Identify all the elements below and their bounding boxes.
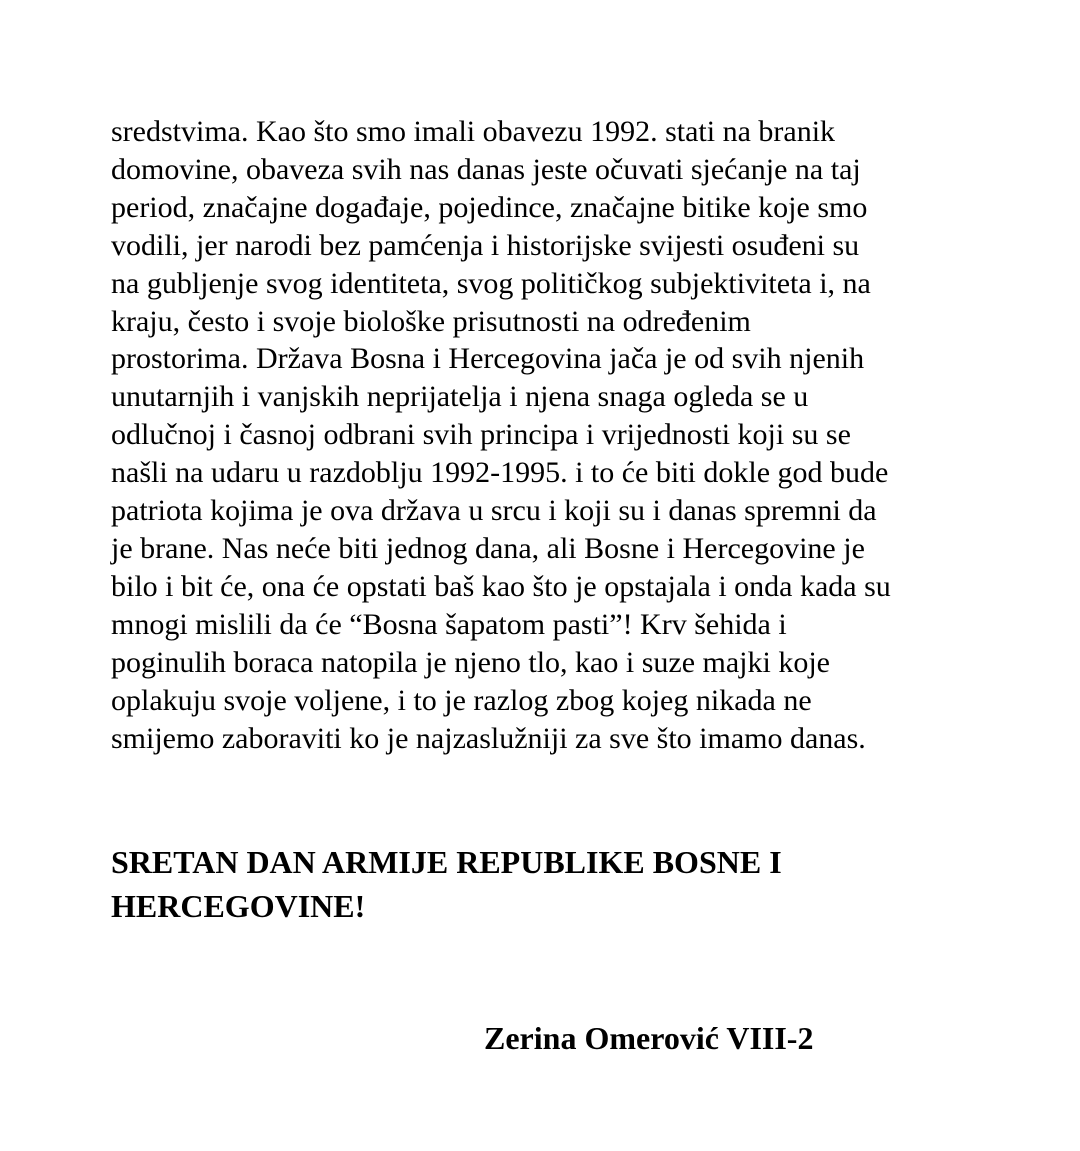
closing-line-2: HERCEGOVINE!: [111, 888, 366, 924]
paragraph-line: je brane. Nas neće biti jednog dana, ali Bosne i Hercegovine je: [111, 531, 865, 565]
author-signature: Zerina Omerović VIII-2: [484, 1020, 814, 1056]
paragraph-line: bilo i bit će, ona će opstati baš kao što je opstajala i onda kada su: [111, 569, 891, 603]
paragraph-line: smijemo zaboraviti ko je najzaslužniji za sve što imamo danas.: [111, 721, 866, 755]
paragraph-line: vodili, jer narodi bez pamćenja i historijske svijesti osuđeni su: [111, 228, 860, 262]
paragraph-line: domovine, obaveza svih nas danas jeste očuvati sjećanje na taj: [111, 152, 861, 186]
paragraph-line: period, značajne događaje, pojedince, značajne bitike koje smo: [111, 190, 868, 224]
paragraph-line: oplakuju svoje voljene, i to je razlog zbog kojeg nikada ne: [111, 683, 812, 717]
closing-heading: [111, 840, 1011, 928]
paragraph-line: unutarnjih i vanjskih neprijatelja i njena snaga ogleda se u: [111, 380, 809, 414]
paragraph-line: odlučnoj i časnoj odbrani svih principa i vrijednosti koji su se: [111, 418, 851, 452]
body-paragraph: [111, 113, 991, 757]
paragraph-line: patriota kojima je ova država u srcu i koji su i danas spremni da: [111, 494, 877, 528]
paragraph-line: mnogi mislili da će “Bosna šapatom pasti”! Krv šehida i: [111, 607, 787, 641]
paragraph-line: poginulih boraca natopila je njeno tlo, kao i suze majki koje: [111, 645, 830, 679]
closing-line-1: SRETAN DAN ARMIJE REPUBLIKE BOSNE I: [111, 844, 782, 880]
paragraph-line: kraju, često i svoje biološke prisutnosti na određenim: [111, 304, 751, 338]
paragraph-line: prostorima. Država Bosna i Hercegovina jača je od svih njenih: [111, 342, 865, 376]
paragraph-line: sredstvima. Kao što smo imali obavezu 1992. stati na branik: [111, 115, 836, 148]
paragraph-line: našli na udaru u razdoblju 1992-1995. i to će biti dokle god bude: [111, 456, 889, 490]
paragraph-line: na gubljenje svog identiteta, svog političkog subjektiviteta i, na: [111, 266, 871, 300]
